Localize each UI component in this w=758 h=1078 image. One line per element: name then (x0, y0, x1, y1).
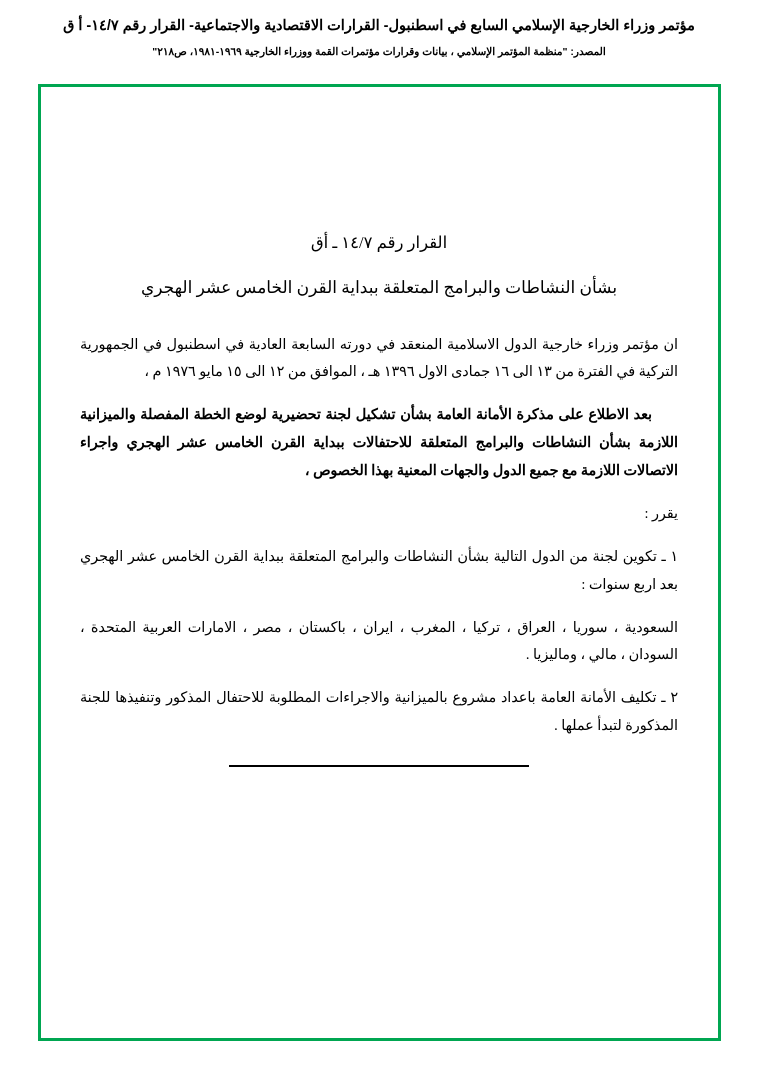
paragraph-clause-2: ٢ ـ تكليف الأمانة العامة باعداد مشروع بالميزانية والاجراءات المطلوبة للاحتفال المذكور وتنفيذها للجنة المذكورة لتبدأ عملها . (80, 690, 678, 735)
decision-subject: بشأن النشاطات والبرامج المتعلقة ببداية القرن الخامس عشر الهجري (140, 278, 618, 298)
header-title: مؤتمر وزراء الخارجية الإسلامي السابع في اسطنبول- القرارات الاقتصادية والاجتماعية- القرار رقم ١٤/٧- أ ق (63, 18, 695, 34)
header-source-note: المصدر: "منظمة المؤتمر الإسلامي ، بيانات وقرارات مؤتمرات القمة ووزراء الخارجية ١٩٦٩-١٩٨١، ص٢١٨" (152, 45, 606, 58)
paragraph-preamble: ان مؤتمر وزراء خارجية الدول الاسلامية المنعقد في دورته السابعة العادية في اسطنبول في الجمهورية التركية في الفترة من ١٣ الى ١٦ جمادى الاول ١٣٩٦ هـ ، الموافق من ١٢ الى ١٥ مايو ١٩٧٦ م ، (80, 336, 678, 381)
page-header (0, 0, 758, 59)
paragraph-clause-1: ١ ـ تكوين لجنة من الدول التالية بشأن النشاطات والبرامج المتعلقة ببداية القرن الخامس عشر الهجري بعد اربع سنوات : (80, 548, 678, 593)
horizontal-rule (229, 765, 529, 767)
paragraph-resolves-lead: يقرر : (644, 505, 678, 522)
document-content (80, 230, 678, 785)
decision-number: القرار رقم ١٤/٧ ـ أق (310, 233, 448, 252)
closing-rule-container (80, 765, 678, 785)
paragraph-consideration: بعد الاطلاع على مذكرة الأمانة العامة بشأن تشكيل لجنة تحضيرية لوضع الخطة المفصلة والميزانية اللازمة بشأن النشاطات والبرامج المتعلقة للاحتفالات ببداية القرن الخامس عشر الهجري واجراء الاتصالات اللازمة مع جميع الدول والجهات المعنية بهذا الخصوص ، (80, 407, 678, 480)
paragraph-country-list: السعودية ، سوريا ، العراق ، تركيا ، المغرب ، ايران ، باكستان ، مصر ، الامارات العربية المتحدة ، السودان ، مالي ، وماليزيا . (80, 619, 678, 664)
